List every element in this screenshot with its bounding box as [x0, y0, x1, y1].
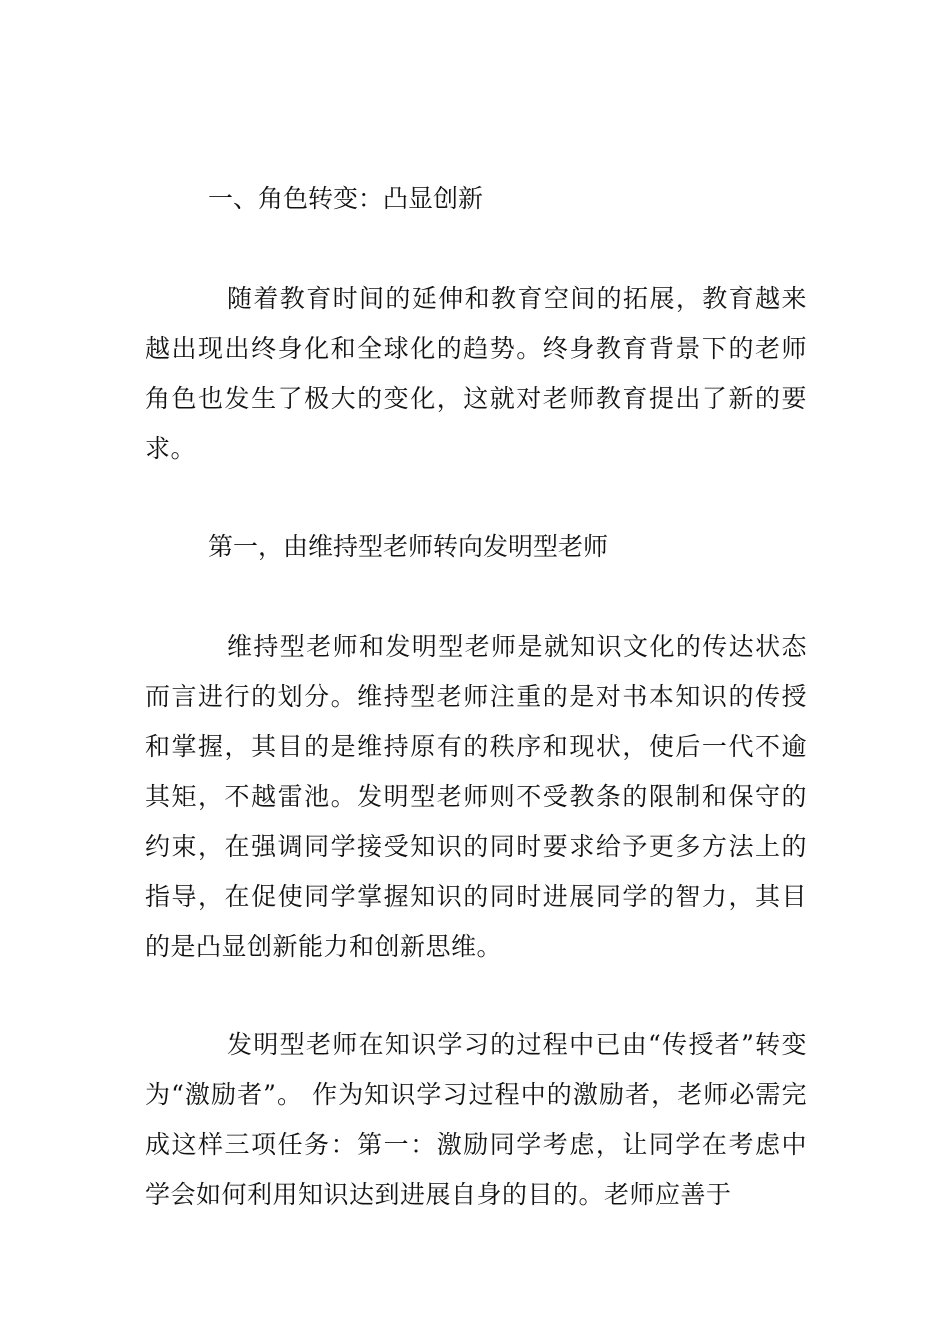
paragraph-maintaining-vs-inventive: 维持型老师和发明型老师是就知识文化的传达状态而言进行的划分。维持型老师注重的是对书本知识的传授和掌握，其目的是维持原有的秩序和现状，使后一代不逾其矩，不越雷池。发明型老师则不受教条的限制和保守的约束，在强调同学接受知识的同时要求给予更多方法上的指导，在促使同学掌握知识的同时进展同学的智力，其目的是凸显创新能力和创新思维。 [145, 632, 807, 961]
section-heading: 一、角色转变：凸显创新 [208, 184, 484, 213]
paragraph-lifelong-education: 随着教育时间的延伸和教育空间的拓展，教育越来越出现出终身化和全球化的趋势。终身教育背景下的老师角色也发生了极大的变化，这就对老师教育提出了新的要求。 [145, 284, 807, 463]
subheading-inventive-teacher: 第一，由维持型老师转向发明型老师 [208, 532, 609, 561]
paragraph-teacher-as-motivator: 发明型老师在知识学习的过程中已由“传授者”转变为“激励者”。 作为知识学习过程中的激励者，老师必需完成这样三项任务：第一：激励同学考虑，让同学在考虑中学会如何利用知识达到进展自身的目的。老师应善于 [145, 1030, 807, 1209]
